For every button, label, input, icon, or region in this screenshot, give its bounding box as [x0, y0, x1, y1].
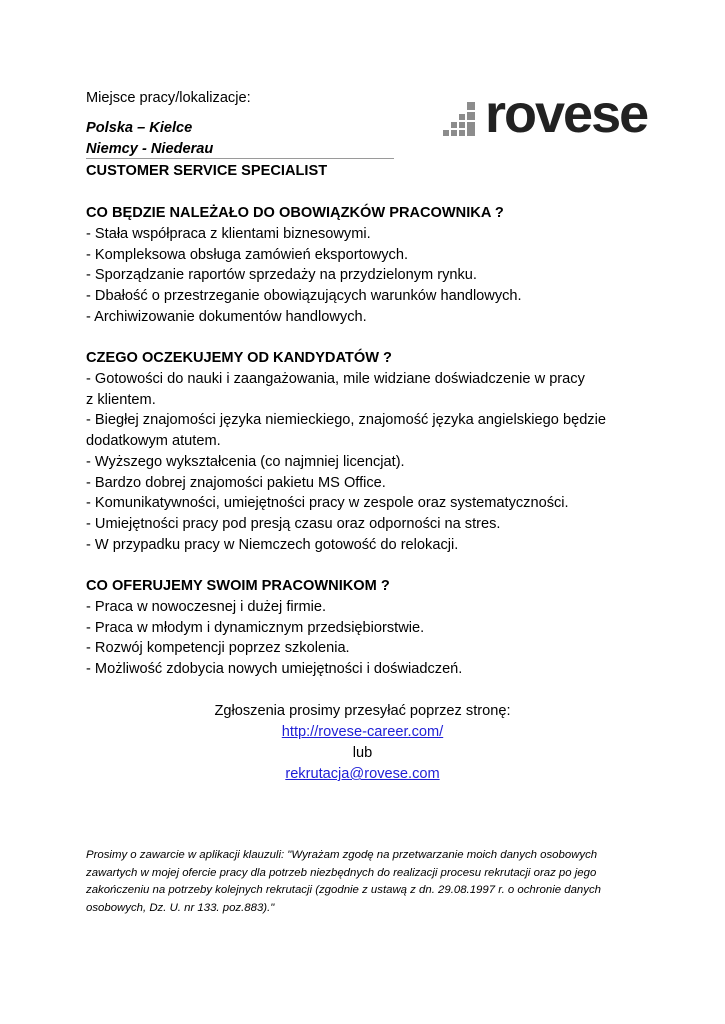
offer-item: - Rozwój kompetencji poprzez szkolenia.: [86, 640, 350, 656]
gdpr-clause: Prosimy o zawarcie w aplikacji klauzuli: "Wyrażam zgodę na przetwarzanie moich danych osobowych zawartych w mojej ofercie pracy dla potrzeb niezbędnych do realizacji procesu rekrutacji oraz po jego zakończeniu na potrzeby kolejnych rekrutacji (zgodnie z ustawą z dn. 29.08.1997 r. o ochronie danych osobowych, Dz. U. nr 133. poz.883).": [86, 849, 601, 914]
logo-wordmark: rovese: [485, 84, 648, 144]
requirement-line: - Wyższego wykształcenia (co najmniej licencjat).: [86, 454, 405, 470]
location-poland: Polska – Kielce: [86, 120, 193, 136]
contact-email-row: [0, 764, 725, 784]
requirements-heading: CZEGO OCZEKUJEMY OD KANDYDATÓW ?: [86, 350, 392, 366]
requirement-line: - Biegłej znajomości języka niemieckiego, znajomość języka angielskiego będzie: [86, 412, 606, 428]
logo-square: [459, 122, 465, 128]
duty-item: - Sporządzanie raportów sprzedaży na przydzielonym rynku.: [86, 267, 477, 283]
requirement-line: - Komunikatywności, umiejętności pracy w zespole oraz systematyczności.: [86, 495, 569, 511]
contact-website-row: [0, 722, 725, 742]
logo-square: [459, 130, 465, 136]
requirement-line: z klientem.: [86, 392, 156, 408]
location-germany: Niemcy - Niederau: [86, 141, 214, 157]
offer-heading: CO OFERUJEMY SWOIM PRACOWNIKOM ?: [86, 578, 390, 594]
rovese-logo: [443, 84, 688, 144]
job-title: CUSTOMER SERVICE SPECIALIST: [86, 163, 328, 179]
requirement-line: dodatkowym atutem.: [86, 433, 221, 449]
duties-heading: CO BĘDZIE NALEŻAŁO DO OBOWIĄZKÓW PRACOWNIKA ?: [86, 205, 504, 221]
location-label: Miejsce pracy/lokalizacje:: [86, 90, 251, 106]
requirement-line: - W przypadku pracy w Niemczech gotowość do relokacji.: [86, 537, 459, 553]
requirement-line: - Gotowości do nauki i zaangażowania, mile widziane doświadczenie w pracy: [86, 371, 585, 387]
duty-item: - Stała współpraca z klientami biznesowymi.: [86, 226, 371, 242]
duty-item: - Kompleksowa obsługa zamówień eksportowych.: [86, 247, 409, 263]
logo-square: [467, 112, 475, 120]
logo-square: [443, 130, 449, 136]
logo-square: [467, 102, 475, 110]
header-divider: [86, 158, 394, 159]
logo-square: [451, 122, 457, 128]
logo-square: [459, 114, 465, 120]
offer-item: - Praca w młodym i dynamicznym przedsiębiorstwie.: [86, 620, 425, 636]
requirement-line: - Umiejętności pracy pod presją czasu oraz odporności na stres.: [86, 516, 501, 532]
requirement-line: - Bardzo dobrej znajomości pakietu MS Office.: [86, 475, 386, 491]
duty-item: - Dbałość o przestrzeganie obowiązujących warunków handlowych.: [86, 288, 522, 304]
duty-item: - Archiwizowanie dokumentów handlowych.: [86, 309, 367, 325]
website-link[interactable]: http://rovese-career.com/: [281, 724, 444, 740]
logo-square: [467, 122, 475, 130]
email-link[interactable]: rekrutacja@rovese.com: [285, 766, 440, 782]
contact-intro: Zgłoszenia prosimy przesyłać poprzez stronę:: [214, 703, 511, 719]
logo-square: [451, 130, 457, 136]
offer-item: - Praca w nowoczesnej i dużej firmie.: [86, 599, 327, 615]
contact-or: lub: [352, 745, 373, 761]
offer-item: - Możliwość zdobycia nowych umiejętności i doświadczeń.: [86, 661, 463, 677]
logo-square: [467, 130, 475, 136]
